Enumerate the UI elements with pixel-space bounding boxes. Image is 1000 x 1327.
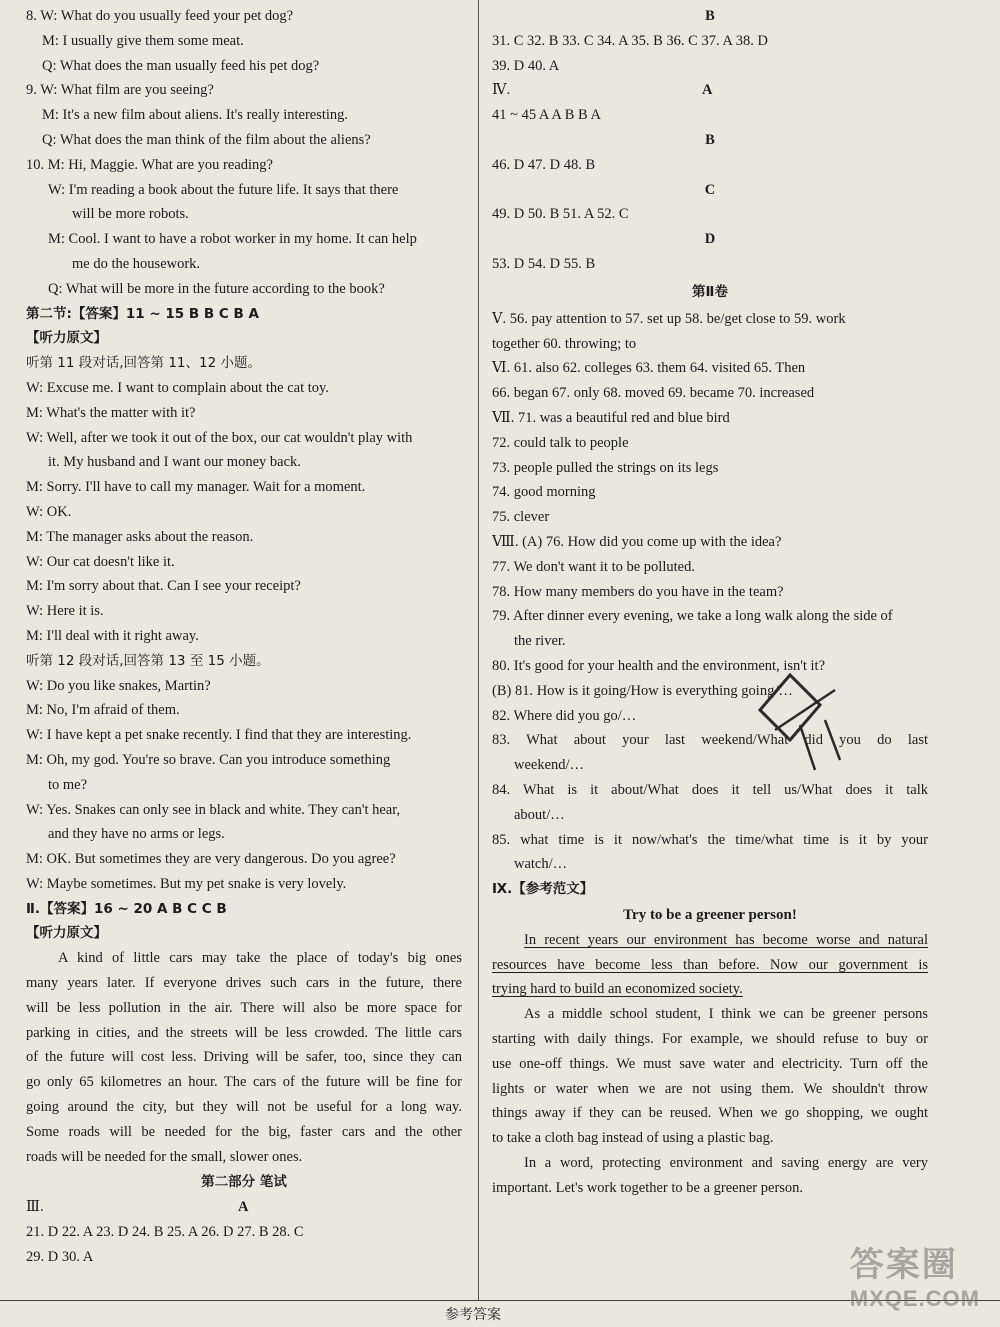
roman4-row (492, 78, 928, 103)
written-answers (492, 307, 928, 877)
roman3-row (26, 1195, 462, 1220)
dialogue11-intro: 听第 11 段对话,回答第 11、12 小题。 (26, 355, 261, 372)
answer-line: together 60. throwing; to (492, 335, 637, 352)
section-d-label: D (704, 231, 716, 248)
section-c-label: C (704, 181, 716, 198)
transcript-line: 10. M: Hi, Maggie. What are you reading? (26, 156, 273, 173)
dialogue-11 (26, 376, 462, 649)
answer-line: Ⅶ. 71. was a beautiful red and blue bird (492, 409, 730, 426)
dialogue-line: M: Oh, my god. You're so brave. Can you introduce something (26, 751, 391, 768)
transcript-line: Q: What does the man usually feed his pet dog? (42, 57, 320, 74)
answers-49-52: 49. D 50. B 51. A 52. C (492, 206, 629, 223)
transcript-line: W: I'm reading a book about the future life. It says that there (48, 181, 399, 198)
dialogue-line: W: Here it is. (26, 603, 104, 620)
answer-line: Ⅴ. 56. pay attention to 57. set up 58. be/get close to 59. work (492, 310, 846, 327)
column-divider (478, 0, 479, 1300)
transcript-line: M: Cool. I want to have a robot worker in my home. It can help (48, 231, 417, 248)
answers-46-48: 46. D 47. D 48. B (492, 156, 596, 173)
answer-line: 73. people pulled the strings on its legs (492, 459, 719, 476)
dialogue-line: W: OK. (26, 503, 72, 520)
listening-original-label: 【听力原文】 (26, 330, 107, 347)
answer-line: 74. good morning (492, 484, 596, 501)
section-b-top: B (705, 8, 715, 24)
dialogue-line: W: Do you like snakes, Martin? (26, 677, 211, 694)
dialogue-line: to me? (48, 776, 88, 793)
section2-answer: 第二节:【答案】11 ~ 15 B B C B A (26, 305, 259, 322)
transcript-line: me do the housework. (72, 255, 201, 272)
transcript-line: Q: What will be more in the future according to the book? (48, 280, 385, 297)
part2-title: 第二部分 笔试 (201, 1174, 287, 1191)
transcript-line: Q: What does the man think of the film about the aliens? (42, 131, 371, 148)
answer-line: 82. Where did you go/… (492, 707, 637, 724)
passage-line: many years later. If everyone drives such cars in the future, there (26, 975, 462, 992)
answers-21-28: 21. D 22. A 23. D 24. B 25. A 26. D 27. B 28. C (26, 1224, 304, 1241)
passage-line: roads will be needed for the small, slower ones. (26, 1148, 303, 1165)
passage-line: go only 65 kilometres an hour. The cars of the future will be fine for (26, 1074, 462, 1091)
answer-line: 78. How many members do you have in the team? (492, 583, 784, 600)
essay-line: starting with daily things. For example, we should refuse to buy or (492, 1031, 928, 1048)
dialogue-line: W: Excuse me. I want to complain about the cat toy. (26, 379, 329, 396)
essay-title: Try to be a greener person! (623, 906, 797, 923)
transcript-line: will be more robots. (72, 206, 189, 223)
footer-title: 参考答案 (445, 1307, 501, 1323)
answer-line: 79. After dinner every evening, we take a long walk along the side of (492, 608, 893, 625)
passage-line: of the future will cost less. Driving will be safer, too, since they can (26, 1049, 462, 1066)
passage-line: going around the city, but they will not be useful for a long way. (26, 1099, 462, 1116)
passage-line: parking in cities, and the streets will be less crowded. The little cars (26, 1024, 462, 1041)
dialogue-line: M: The manager asks about the reason. (26, 528, 254, 545)
listening-passage (26, 946, 462, 1169)
dialogue-line: M: Sorry. I'll have to call my manager. Wait for a moment. (26, 479, 366, 496)
dialogue-line: M: I'll deal with it right away. (26, 627, 199, 644)
answer-line: 84. What is it about/What does it tell us/What does it talk (492, 781, 928, 798)
section-b-label: B (705, 131, 715, 148)
answer-line: 85. what time is it now/what's the time/what time is it by your (492, 831, 928, 848)
dialogue-line: W: I have kept a pet snake recently. I find that they are interesting. (26, 727, 412, 744)
dialogue-line: M: No, I'm afraid of them. (26, 702, 180, 719)
dialogue-12 (26, 674, 462, 897)
dialogue-line: M: What's the matter with it? (26, 404, 196, 421)
answer-line: 77. We don't want it to be polluted. (492, 558, 695, 575)
transcript-line: 8. W: What do you usually feed your pet dog? (26, 8, 294, 24)
answer-line: Ⅷ. (A) 76. How did you come up with the idea? (492, 533, 782, 550)
transcript-line: 9. W: What film are you seeing? (26, 82, 214, 99)
roman4-label: Ⅳ. (492, 82, 511, 99)
answer-line: 75. clever (492, 509, 550, 526)
answer-line: Ⅵ. 61. also 62. colleges 63. them 64. visited 65. Then (492, 360, 806, 377)
watermark (850, 1237, 980, 1312)
essay-line: use one-off things. We must save water and electricity. Turn off the (492, 1055, 928, 1072)
passage-line: Some roads will be needed for the big, faster cars and the other (26, 1123, 462, 1140)
essay-line: important. Let's work together to be a greener person. (492, 1179, 804, 1196)
answers-53-55: 53. D 54. D 55. B (492, 255, 596, 272)
essay-line: lights or water when we are not using them. We shouldn't throw (492, 1080, 928, 1097)
answer-line: watch/… (514, 856, 568, 873)
answers-39-40: 39. D 40. A (492, 57, 560, 74)
essay-line: things away if they can be reused. When we go shopping, we ought (492, 1105, 928, 1122)
essay-line: In a word, protecting environment and saving energy are very (524, 1155, 928, 1172)
answer-line: weekend/… (514, 757, 585, 774)
transcript-line: M: I usually give them some meat. (42, 32, 244, 49)
essay-line: trying hard to build an economized society. (492, 981, 743, 998)
watermark-logo: 答案圈 (849, 1246, 958, 1284)
dialogue-line: W: Maybe sometimes. But my pet snake is very lovely. (26, 875, 347, 892)
answer-line: 80. It's good for your health and the environment, isn't it? (492, 657, 826, 674)
section-a-label: A (238, 1199, 249, 1216)
listening-original-label-2: 【听力原文】 (26, 925, 107, 942)
handwritten-stamp-mark (740, 670, 860, 780)
essay-line: resources have become less than before. Now our government is (492, 956, 928, 973)
model-essay (492, 928, 928, 1201)
answers-29-30: 29. D 30. A (26, 1249, 94, 1266)
answer-line: the river. (514, 633, 566, 650)
answers-41-45: 41 ~ 45 A A B B A (492, 107, 601, 124)
right-column (492, 4, 928, 1201)
dialogue-line: and they have no arms or legs. (48, 826, 225, 843)
passage-line: A kind of little cars may take the place of today's big ones (58, 950, 462, 967)
essay-line: to take a cloth bag instead of using a plastic bag. (492, 1130, 774, 1147)
part2-answer: Ⅱ.【答案】16 ~ 20 A B C C B (26, 900, 227, 917)
roman3-label: Ⅲ. (26, 1199, 44, 1216)
answer-line: 72. could talk to people (492, 434, 629, 451)
answers-31-38: 31. C 32. B 33. C 34. A 35. B 36. C 37. A 38. D (492, 32, 768, 49)
section-a-label-right: A (702, 82, 713, 99)
answer-line: (B) 81. How is it going/How is everything going/… (492, 682, 793, 699)
volume2-title: 第Ⅱ卷 (692, 283, 728, 300)
roman9-label: Ⅸ.【参考范文】 (492, 881, 594, 898)
listening-transcript-8-10 (26, 4, 462, 302)
answer-line: 66. began 67. only 68. moved 69. became 70. increased (492, 385, 815, 402)
left-column (26, 4, 462, 1270)
watermark-url: MXQE.COM (849, 1286, 980, 1311)
dialogue-line: M: OK. But sometimes they are very dangerous. Do you agree? (26, 851, 396, 868)
passage-line: will be less pollution in the air. There will also be more space for (26, 999, 462, 1016)
answer-line: 83. What about your last weekend/What did you do last (492, 732, 928, 749)
dialogue-line: W: Our cat doesn't like it. (26, 553, 175, 570)
dialogue-line: it. My husband and I want our money back. (48, 454, 301, 471)
answer-line: about/… (514, 806, 565, 823)
dialogue12-intro: 听第 12 段对话,回答第 13 至 15 小题。 (26, 652, 270, 669)
transcript-line: M: It's a new film about aliens. It's really interesting. (42, 107, 349, 124)
dialogue-line: W: Well, after we took it out of the box, our cat wouldn't play with (26, 429, 413, 446)
dialogue-line: W: Yes. Snakes can only see in black and white. They can't hear, (26, 801, 401, 818)
dialogue-line: M: I'm sorry about that. Can I see your receipt? (26, 578, 301, 595)
essay-line: In recent years our environment has become worse and natural (524, 931, 928, 948)
essay-line: As a middle school student, I think we can be greener persons (524, 1006, 928, 1023)
